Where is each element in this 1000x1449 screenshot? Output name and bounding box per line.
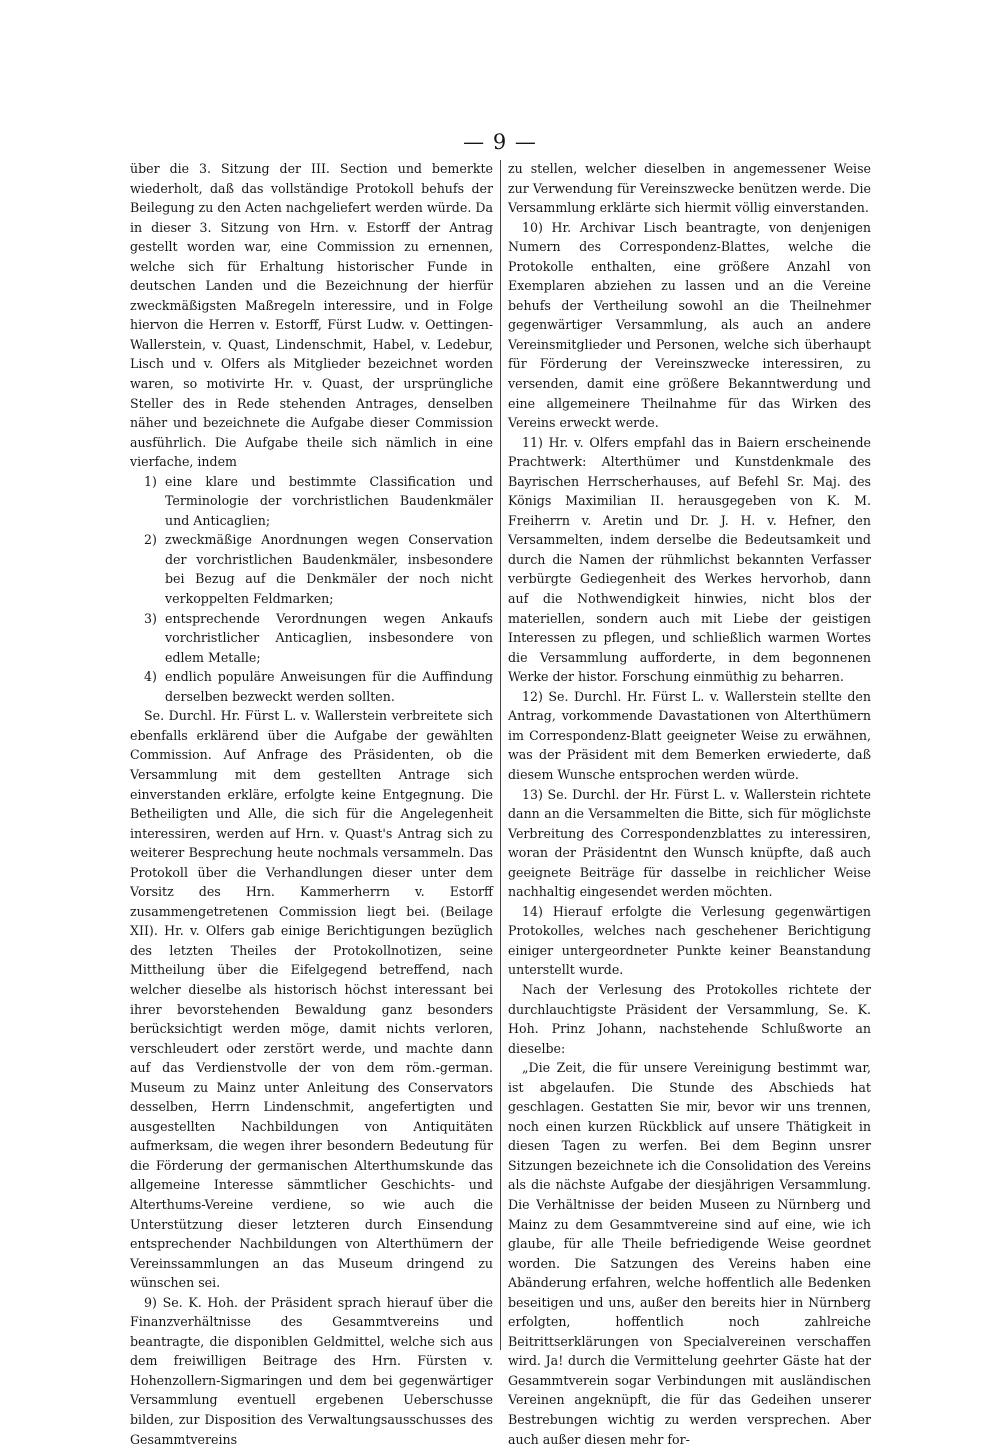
paragraph: 11) Hr. v. Olfers empfahl das in Baiern erscheinende Prachtwerk: Alterthümer und Kunstdenkmale des Bayrischen Herrscherhauses, auf Befehl Sr. Maj. des Königs Maximilian II. herausgegeben von K. M. Freiherrn v. Aretin und Dr. J. H. v. Hefner, den Versammelten, indem derselbe die Bedeutsamkeit und durch die Namen der rühmlichst bekannten Verfasser verbürgte Gediegenheit des Werkes hervorhob, dann auf die Nothwendigkeit hinwies, nicht blos der materiellen, sondern auch mit Liebe der geistigen Interessen zu pflegen, und schließlich warmen Wortes die Versammlung aufforderte, in dem begonnenen Werke der histor. Forschung einmüthig zu beharren. — [508, 434, 871, 685]
paragraph: Se. Durchl. Hr. Fürst L. v. Wallerstein verbreitete sich ebenfalls erklärend über die Aufgabe der gewählten Commission. Auf Anfrage des Präsidenten, ob die Versammlung mit dem gestellten Antrage sich einverstanden erkläre, erfolgte keine Entgegnung. Die Betheiligten und Alle, die sich für die Angelegenheit interessiren, werden auf Hrn. v. Quast's Antrag sich zu weiterer Besprechung heute nochmals versammeln. Das Protokoll über die Verhandlungen dieser unter dem Vorsitz des Hrn. Kammerherrn v. Estorff zusammengetretenen Commission liegt bei. (Beilage XII). Hr. v. Olfers gab einige Berichtigungen bezüglich des letzten Theiles der Protokollnotizen, seine Mittheilung über die Eifelgegend betreffend, nach welcher dieselbe als historisch höchst interessant bei ihrer bevorstehenden Bewaldung ganz besonders berücksichtigt werden möge, damit nichts verloren, verschleudert oder zerstört werde, und machte dann auf das Verdienstvolle der von dem röm.-german. Museum zu Mainz unter Anleitung des Conservators desselben, Herrn Lindenschmit, angefertigten und ausgestellten Nachbildungen von Antiquitäten aufmerksam, die wegen ihrer besondern Bedeutung für die Förderung der germanischen Alterthumskunde das allgemeine Interesse sämmtlicher Geschichts- und Alterthums-Vereine verdiene, so wie auch die Unterstützung dieser letzteren durch Einsendung entsprechender Nachbildungen von Alterthümern der Vereinssammlungen an das Museum dringend zu wünschen sei. — [130, 708, 493, 1291]
list-item — [130, 530, 493, 608]
paragraph: zu stellen, welcher dieselben in angemessener Weise zur Verwendung für Vereinszwecke benützen werde. Die Versammlung erklärte sich hiermit völlig einverstanden. — [508, 161, 871, 216]
list-number: 4) — [144, 669, 157, 685]
list-text: zweckmäßige Anordnungen wegen Conservation der vorchristlichen Baudenkmäler, insbesondere bei Bezug auf die Denkmäler der noch nicht verkoppelten Feldmarken; — [165, 532, 493, 607]
list-item — [130, 472, 493, 531]
paragraph: Nach der Verlesung des Protokolles richtete der durchlauchtigste Präsident der Versammlung, Se. K. Hoh. Prinz Johann, nachstehende Schlußworte an dieselbe: — [508, 981, 871, 1056]
list-text: eine klare und bestimmte Classification und Terminologie der vorchristlichen Baudenkmäler und Anticaglien; — [165, 473, 493, 528]
paragraph: 14) Hierauf erfolgte die Verlesung gegenwärtigen Protokolles, welches nach geschehener Berichtigung einiger untergeordneter Punkte keiner Beanstandung unterstellt wurde. — [508, 903, 871, 978]
list-number: 3) — [144, 610, 157, 626]
numbered-list — [130, 472, 493, 707]
paragraph: 13) Se. Durchl. der Hr. Fürst L. v. Wallerstein richtete dann an die Versammelten die Bitte, sich für möglichste Verbreitung des Correspondenzblattes zu interessiren, woran der Präsidentnt den Wunsch knüpfte, daß auch geeignete Beiträge für dasselbe in reichlicher Weise nachhaltig eingesendet werden möchten. — [508, 786, 871, 900]
paragraph: 9) Se. K. Hoh. der Präsident sprach hierauf über die Finanzverhältnisse des Gesammtvereins und beantragte, die disponiblen Geldmittel, welche sich aus dem freiwilligen Beitrage des Hrn. Fürsten v. Hohenzollern-Sigmaringen und dem bei gegenwärtiger Versammlung eventuell ergebenen Ueberschusse bilden, zur Disposition des Verwaltungsausschusses des Gesammtvereins — [130, 1294, 493, 1447]
column-divider — [500, 160, 501, 1350]
list-item — [130, 667, 493, 706]
paragraph: über die 3. Sitzung der III. Section und bemerkte wiederholt, daß das vollständige Protokoll behufs der Beilegung zu den Acten nachgeliefert werden würde. Da in dieser 3. Sitzung von Hrn. v. Estorff der Antrag gestellt worden war, eine Commission zu ernennen, welche sich für Erhaltung historischer Funde in deutschen Landen und die Bezeichnung der hierfür zweckmäßigsten Maßregeln interessire, und in Folge hiervon die Herren v. Estorff, Fürst Ludw. v. Oettingen-Wallerstein, v. Quast, Lindenschmit, Habel, v. Ledebur, Lisch und v. Olfers als Mitglieder bezeichnet worden waren, so motivirte Hr. v. Quast, der ursprüngliche Steller des in Rede stehenden Antrages, denselben näher und bezeichnete die Aufgabe dieser Commission ausführlich. Die Aufgabe theile sich nämlich in eine vierfache, indem — [130, 161, 493, 470]
right-column — [508, 159, 871, 1447]
left-column — [130, 159, 493, 1447]
paragraph: 12) Se. Durchl. Hr. Fürst L. v. Wallerstein stellte den Antrag, vorkommende Davastationen von Alterthümern im Correspondenz-Blatt geeigneter Weise zu erwähnen, was der Präsident mit dem Bemerken erwiederte, daß diesem Wunsche entsprochen werden würde. — [508, 688, 871, 782]
list-number: 2) — [144, 532, 157, 548]
list-item — [130, 609, 493, 668]
paragraph: „Die Zeit, die für unsere Vereinigung bestimmt war, ist abgelaufen. Die Stunde des Abschieds hat geschlagen. Gestatten Sie mir, bevor wir uns trennen, noch einen kurzen Rückblick auf unsere Thätigkeit in diesen Tagen zu werfen. Bei dem Beginn unsrer Sitzungen bezeichnete ich die Consolidation des Vereins als die nächste Aufgabe der diesjährigen Versammlung. Die Verhältnisse der beiden Museen zu Nürnberg und Mainz zu dem Gesammtvereine sind auf eine, wie ich glaube, für alle Theile befriedigende Weise geordnet worden. Die Satzungen des Vereins haben eine Abänderung erfahren, welche hoffentlich alle Bedenken beseitigen und uns, außer den bereits hier in Nürnberg erfolgten, hoffentlich noch zahlreiche Beitrittserklärungen von Specialvereinen verschaffen wird. Ja! durch die Vermittelung geehrter Gäste hat der Gesammtverein sogar Verbindungen mit ausländischen Vereinen angeknüpft, die für das Gedeihen unserer Bestrebungen wichtig zu werden versprechen. Aber auch außer diesen mehr for- — [508, 1060, 871, 1447]
list-text: endlich populäre Anweisungen für die Auffindung derselben bezweckt werden sollten. — [165, 669, 493, 704]
page-number: — 9 — — [463, 130, 537, 154]
list-number: 1) — [144, 473, 157, 489]
paragraph: 10) Hr. Archivar Lisch beantragte, von denjenigen Numern des Correspondenz-Blattes, welche die Protokolle enthalten, eine größere Anzahl von Exemplaren abziehen zu lassen und an die Vereine behufs der Vertheilung sowohl an die Theilnehmer gegenwärtiger Versammlung, als auch an andere Vereinsmitglieder und Personen, welche sich überhaupt für Förderung der Vereinszwecke interessiren, zu versenden, damit eine größere Bekanntwerdung und eine allgemeinere Theilnahme für das Wirken des Vereins erweckt werde. — [508, 219, 871, 431]
list-text: entsprechende Verordnungen wegen Ankaufs vorchristlicher Anticaglien, insbesondere von edlem Metalle; — [165, 610, 493, 665]
